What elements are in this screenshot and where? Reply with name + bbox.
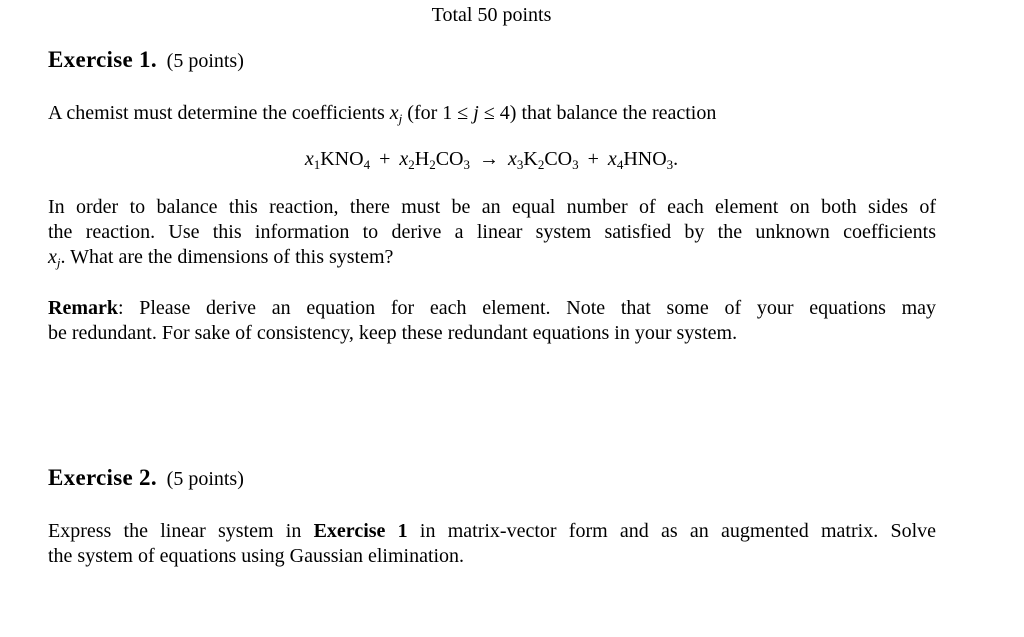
exercise-1-paragraph-line-3: $x_j$. What are the dimensions of this system?: [48, 246, 394, 270]
exercise-2-heading: [48, 465, 244, 491]
reaction-equation: $x_1KNO_4 + x_2H_2CO_3 \to x_3K_2CO_3 + x_4HNO_3$.: [304, 148, 679, 172]
exercise-1-paragraph-line-1: In order to balance this reaction, there must be an equal number of each element on both sides of: [48, 196, 936, 218]
exercise-2-text-line-2: the system of equations using Gaussian elimination.: [48, 545, 465, 567]
exercise-1-intro: A chemist must determine the coefficients $x_j$ (for 1 ≤ j ≤ 4) that balance the reaction: [48, 102, 717, 126]
exercise-2-points: (5 points): [166, 468, 244, 490]
remark-line-2: be redundant. For sake of consistency, keep these redundant equations in your system.: [48, 322, 738, 344]
exercise-2-title: Exercise 2.: [48, 465, 157, 490]
remark-line-1: Remark: Please derive an equation for each element. Note that some of your equations may: [48, 297, 936, 319]
exercise-1-points: (5 points): [166, 50, 244, 72]
exercise-2-text-line-1: Express the linear system in Exercise 1 in matrix-vector form and as an augmented matrix. Solve: [48, 520, 937, 542]
total-points: Total 50 points: [431, 4, 552, 26]
exercise-1-paragraph-line-2: the reaction. Use this information to derive a linear system satisfied by the unknown coefficients: [48, 221, 936, 243]
exercise-1-heading: [48, 47, 244, 73]
remark-label: Remark: [48, 297, 118, 319]
reaction-arrow: →: [479, 148, 499, 170]
variable-xj: x: [389, 102, 399, 124]
exercise-1-title: Exercise 1.: [48, 47, 157, 72]
